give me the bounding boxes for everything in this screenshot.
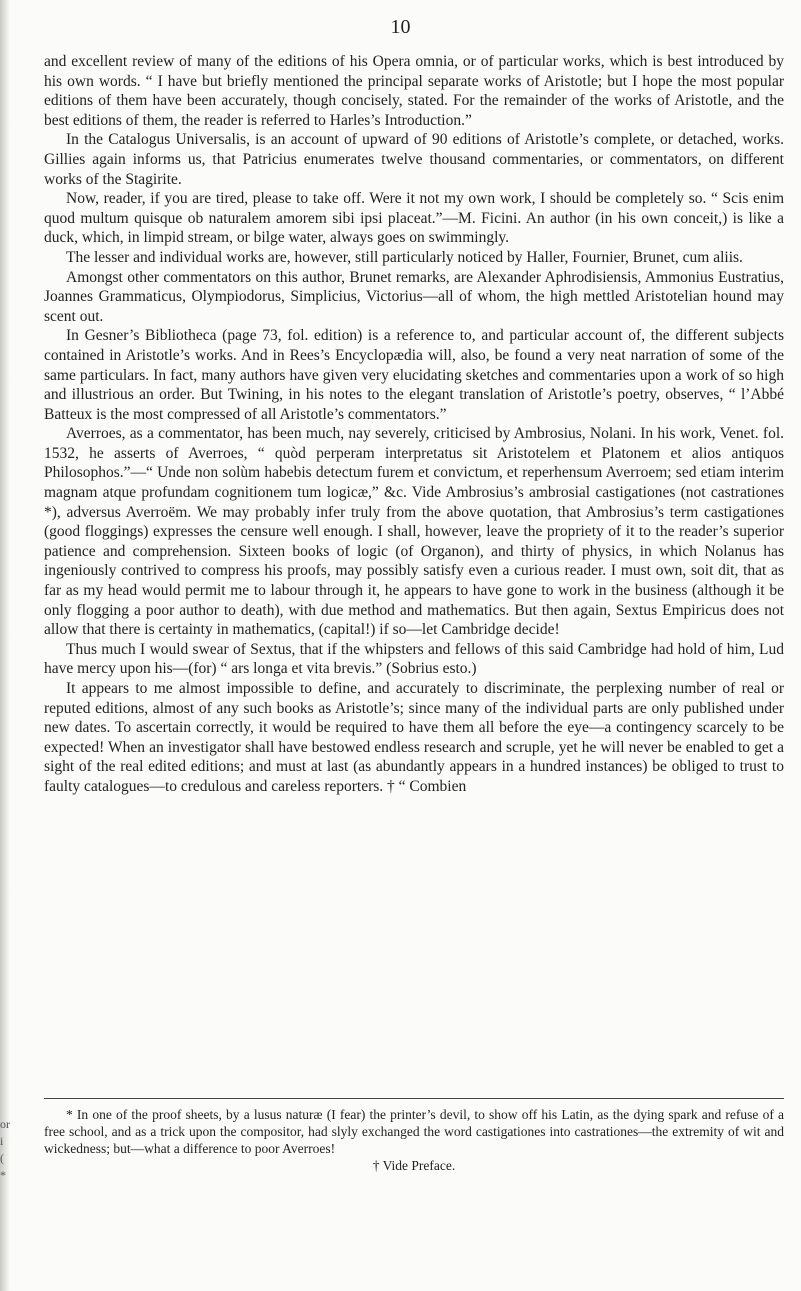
footnote: * In one of the proof sheets, by a lusus naturæ (I fear) the printer’s devil, to show off his Latin, as the dying spark and refuse of a free school, and as a trick upon the compositor, had slyly exchanged the word castigationes into castrationes—the extremity of wit and wickedness; but—what a difference to poor Averroes! <box>44 1107 784 1156</box>
paragraph: It appears to me almost impossible to define, and accurately to discriminate, the perplexing number of real or reputed editions, almost of any such books as Aristotle’s; since many of the individual parts are only published under new dates. To ascertain correctly, it would be required to have them all before the eye—a contingency scarcely to be expected! When an investigator shall have bestowed endless research and scruple, yet he will never be enabled to get a sight of the real edited editions; and must at last (as abundantly appears in a hundred instances) be obliged to trust to faulty catalogues—to credulous and careless reporters. † “ Combien <box>44 680 784 795</box>
page-gutter-shadow <box>0 0 10 1291</box>
margin-marks <box>0 1116 10 1184</box>
paragraph: In Gesner’s Bibliotheca (page 73, fol. edition) is a reference to, and particular account of, the different subjects contained in Aristotle’s works. And in Rees’s Encyclopædia will, also, be found a very neat narration of some of the same particulars. In fact, many authors have given very elucidating sketches and commentaries upon a work of so high and illustrious an order. But Twining, in his notes to the elegant translation of Aristotle’s poetry, observes, “ l’Abbé Batteux is the most compressed of all Aristotle’s commentators.” <box>44 327 784 423</box>
paragraph: The lesser and individual works are, however, still particularly noticed by Haller, Fournier, Brunet, cum aliis. <box>66 248 743 266</box>
paragraph: Averroes, as a commentator, has been much, nay severely, criticised by Ambrosius, Nolani. In his work, Venet. fol. 1532, he asserts of Averroes, “ quòd perperam interpretatus sit Aristotelem et Platonem et alios antiquos Philosophos.”—“ Unde non solùm habebis detectum furem et convictum, et reperhensum Averroem; sed etiam interim magnam atque profundam cognitionem tum logicæ,” &c. Vide Ambrosius’s ambrosial castigationes (not castrationes *), adversus Averroëm. We may probably infer truly from the above quotation, that Ambrosius’s term castigationes (good floggings) expresses the censure well enough. I shall, however, leave the propriety of it to the reader’s superior patience and comprehension. Sixteen books of logic (of Organon), and thirty of physics, in which Nolanus has ingeniously contrived to compress his proofs, may possibly satisfy even a curious reader. I must own, soit dit, that as far as my head would permit me to labour through it, he appears to have gone to work in the business (although it be only flogging a poor author to death), with due method and mathematics. But then again, Sextus Empiricus does not allow that there is certainty in mathematics, (capital!) if so—let Cambridge decide! <box>44 425 784 639</box>
page-number: 10 <box>390 16 411 38</box>
footnotes <box>44 1106 784 1174</box>
margin-mark: i ( <box>0 1134 4 1165</box>
footnote: † Vide Preface. <box>372 1158 456 1173</box>
paragraph: Now, reader, if you are tired, please to take off. Were it not my own work, I should be completely so. “ Scis enim quod multum quisque ob naturalem amorem sibi ipsi placeat.”—M. Ficini. An author (in his own conceit,) is like a duck, which, in limpid stream, or bilge water, always goes on swimmingly. <box>44 190 784 247</box>
paragraph: Thus much I would swear of Sextus, that if the whipsters and fellows of this said Cambridge had hold of him, Lud have mercy upon his—(for) “ ars longa et vita brevis.” (Sobrius esto.) <box>44 640 784 678</box>
paragraph: and excellent review of many of the editions of his Opera omnia, or of particular works, which is best introduced by his own words. “ I have but briefly mentioned the principal separate works of Aristotle; but I hope the most popular editions of them have been accurately, though concisely, stated. For the remainder of the works of Aristotle, and the best editions of them, the reader is referred to Harles’s Introduction.” <box>44 53 784 129</box>
margin-mark: or <box>0 1117 10 1131</box>
paragraph: In the Catalogus Universalis, is an account of upward of 90 editions of Aristotle’s complete, or detached, works. Gillies again informs us, that Patricius enumerates twelve thousand commentaries, or commentators, on different works of the Stagirite. <box>44 131 784 188</box>
paragraph: Amongst other commentators on this author, Brunet remarks, are Alexander Aphrodisiensis, Ammonius Eustratius, Joannes Grammaticus, Olympiodorus, Simplicius, Victorius—all of whom, the high mettled Aristotelian hound may scent out. <box>44 268 784 325</box>
margin-mark: * <box>0 1168 6 1182</box>
footnote-rule <box>44 1098 784 1099</box>
body-text <box>44 52 784 797</box>
